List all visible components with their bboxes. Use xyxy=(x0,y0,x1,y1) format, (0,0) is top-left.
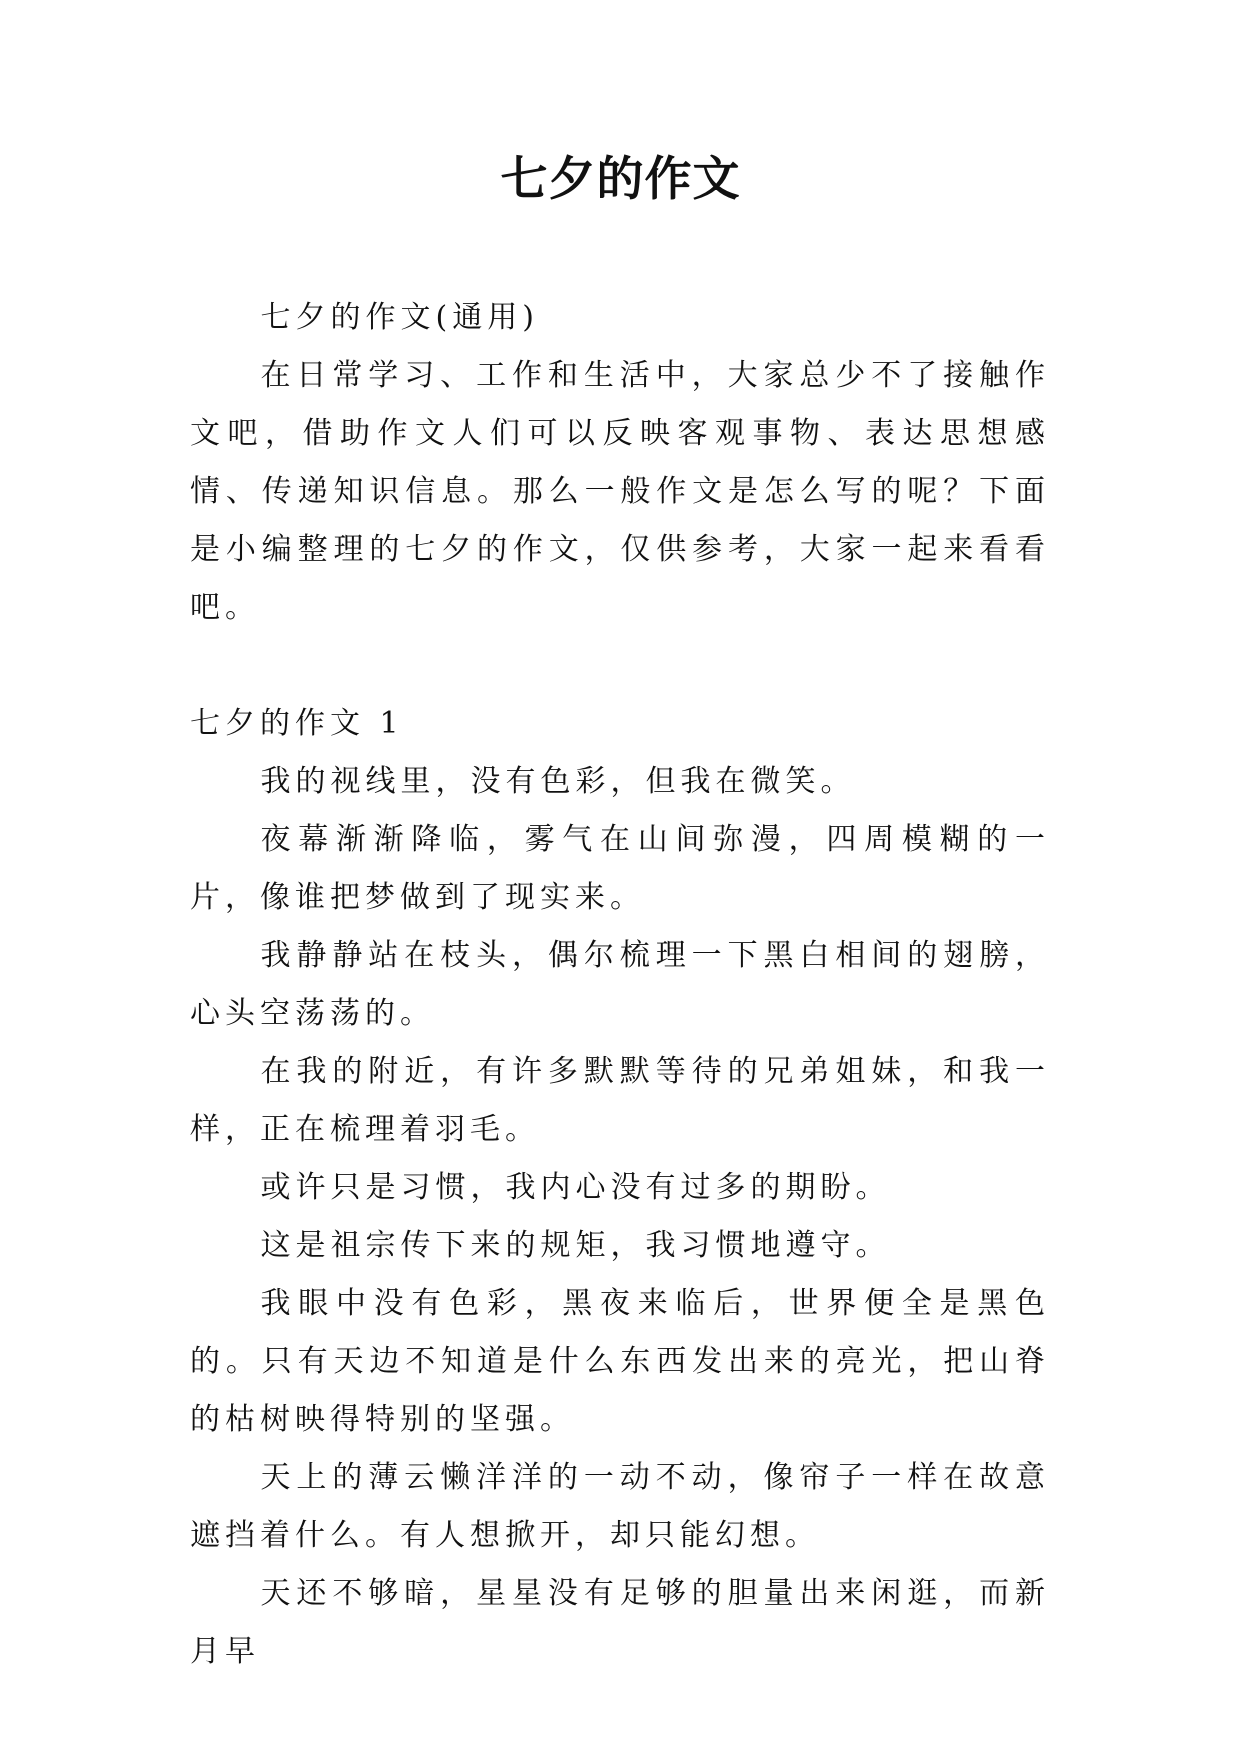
body-paragraph: 我静静站在枝头，偶尔梳理一下黑白相间的翅膀，心头空荡荡的。 xyxy=(190,938,1050,1031)
document-title: 七夕的作文 xyxy=(500,152,741,207)
section-heading: 七夕的作文 1 xyxy=(190,706,404,741)
intro-paragraph: 在日常学习、工作和生活中，大家总少不了接触作文吧，借助作文人们可以反映客观事物、表达思想感情、传递知识信息。那么一般作文是怎么写的呢？下面是小编整理的七夕的作文，仅供参考，大家一起来看看吧。 xyxy=(190,358,1050,625)
body-paragraph: 天上的薄云懒洋洋的一动不动，像帘子一样在故意遮挡着什么。有人想掀开，却只能幻想。 xyxy=(190,1460,1050,1553)
body-paragraph: 或许只是习惯，我内心没有过多的期盼。 xyxy=(260,1170,891,1205)
subtitle-paragraph: 七夕的作文(通用) xyxy=(260,300,539,335)
body-paragraph: 这是祖宗传下来的规矩，我习惯地遵守。 xyxy=(260,1228,891,1263)
body-paragraph: 在我的附近，有许多默默等待的兄弟姐妹，和我一样，正在梳理着羽毛。 xyxy=(190,1054,1050,1147)
body-paragraph: 天还不够暗，星星没有足够的胆量出来闲逛，而新月早 xyxy=(190,1576,1050,1669)
body-paragraph: 我的视线里，没有色彩，但我在微笑。 xyxy=(260,764,856,799)
document-body xyxy=(190,289,1050,1681)
body-paragraph: 我眼中没有色彩，黑夜来临后，世界便全是黑色的。只有天边不知道是什么东西发出来的亮光，把山脊的枯树映得特别的坚强。 xyxy=(190,1286,1050,1437)
section-spacer xyxy=(190,637,1050,695)
body-paragraph: 夜幕渐渐降临，雾气在山间弥漫，四周模糊的一片，像谁把梦做到了现实来。 xyxy=(190,822,1050,915)
